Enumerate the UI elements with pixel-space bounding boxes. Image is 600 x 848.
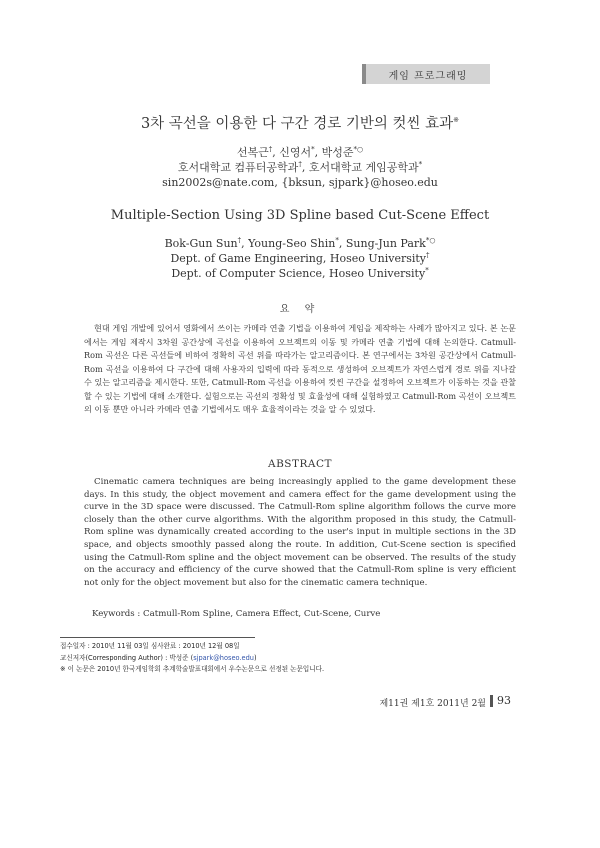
author-name: Bok-Gun Sun bbox=[164, 237, 238, 250]
author-mark: * bbox=[311, 145, 315, 154]
corresponding-label: 교신저자(Corresponding Author) : 박성준 ( bbox=[60, 653, 194, 662]
affiliation: Dept. of Game Engineering, Hoseo University bbox=[170, 252, 427, 265]
affiliation-mark: * bbox=[425, 266, 429, 275]
footnotes bbox=[60, 641, 540, 676]
author-name: 박성준 bbox=[321, 146, 354, 159]
affiliations-korean bbox=[0, 160, 600, 175]
footnote-dates: 접수일자 : 2010년 11월 03일 심사완료 : 2010년 12월 08일 bbox=[60, 642, 240, 650]
separator: , bbox=[301, 161, 309, 174]
footnote-note: ※ 이 논문은 2010년 한국게임학회 추계학술발표대회에서 우수논문으로 선정된 논문입니다. bbox=[60, 665, 325, 673]
author-name: Young-Seo Shin bbox=[248, 237, 336, 250]
category-tag-label: 게임 프로그래밍 bbox=[388, 70, 468, 82]
corresponding-email-link[interactable]: sjpark@hoseo.edu bbox=[193, 653, 254, 662]
corresponding-suffix: ) bbox=[253, 653, 257, 662]
page-number: 93 bbox=[497, 694, 511, 707]
keywords-label: Keywords : bbox=[92, 609, 144, 619]
author-mark: * bbox=[335, 236, 339, 245]
footnote-corresponding-author bbox=[60, 653, 540, 665]
author-mark: † bbox=[237, 236, 242, 245]
affiliation: Dept. of Computer Science, Hoseo University bbox=[171, 267, 426, 280]
author-names-english bbox=[0, 236, 600, 251]
author-mark: † bbox=[268, 145, 273, 154]
separator: , bbox=[241, 237, 249, 250]
authors-korean bbox=[0, 145, 600, 190]
title-korean bbox=[0, 112, 600, 133]
category-tag bbox=[362, 64, 490, 84]
separator: , bbox=[314, 146, 322, 159]
affiliation-english-2 bbox=[0, 266, 600, 281]
affiliation-mark: * bbox=[418, 160, 423, 169]
author-name: 신영서 bbox=[279, 146, 312, 159]
separator: , bbox=[272, 146, 280, 159]
title-korean-text: 3차 곡선을 이용한 다 구간 경로 기반의 컷씬 효과 bbox=[140, 116, 454, 132]
affiliation-mark: † bbox=[298, 160, 302, 169]
title-english: Multiple-Section Using 3D Spline based Cut-Scene Effect bbox=[110, 208, 490, 223]
authors-english bbox=[0, 236, 600, 281]
author-mark: *○ bbox=[353, 145, 364, 154]
author-name: 선복근 bbox=[236, 146, 269, 159]
affiliation-mark: † bbox=[426, 251, 430, 260]
abstract-korean-heading: 요 약 bbox=[279, 304, 321, 315]
affiliation-english-1 bbox=[0, 251, 600, 266]
title-korean-mark: ※ bbox=[453, 116, 460, 125]
keywords-list: Catmull-Rom Spline, Camera Effect, Cut-Scene, Curve bbox=[143, 609, 381, 619]
abstract-english-text: Cinematic camera techniques are being increasingly applied to the game development these days. In this study, the object movement and camera effect for the game development using the curve in the 3D space were discussed. The Catmull-Rom spline algorithm follows the curve more closely than the other curve algorithms. With the algorithm proposed in this study, the Catmull-Rom spline was dynamically created according to the user's input in multiple sections in the 3D space, and objects smoothly passed along the route. In addition, Cut-Scene section is specified using the Catmull-Rom spline and the object movement can be observed. The results of the study on the accuracy and efficiency of the curve showed that the Catmull-Rom spline is very efficient not only for the object movement but also for the cinematic camera technique. bbox=[84, 477, 516, 588]
author-emails: sin2002s@nate.com, {bksun, sjpark}@hoseo.edu bbox=[162, 176, 438, 189]
abstract-english-heading: ABSTRACT bbox=[267, 458, 333, 470]
keywords bbox=[92, 609, 522, 619]
author-name: Sung-Jun Park bbox=[345, 237, 426, 250]
page-number-divider bbox=[490, 695, 493, 707]
affiliation: 호서대학교 컴퓨터공학과 bbox=[177, 161, 299, 174]
author-mark: *○ bbox=[425, 236, 436, 245]
abstract-korean-text: 현대 게임 개발에 있어서 영화에서 쓰이는 카메라 연출 기법을 이용하여 게임을 제작하는 사례가 많아지고 있다. 본 논문에서는 게임 제작시 3차원 공간상에 곡선을 이용하여 오브젝트의 이동 및 카메라 연출 기법에 대해 논의한다. Catmull-Rom 곡선은 다른 곡선들에 비하여 정확히 곡선 위를 따라가는 알고리즘이다. 본 연구에서는 3차원 공간상에서 Catmull-Rom 곡선을 이용하여 다 구간에 대해 사용자의 입력에 따라 동적으로 생성하여 오브젝트가 자연스럽게 경로 위를 지나갈 수 있는 알고리즘을 제시한다. 또한, Catmull-Rom 곡선을 이용하여 컷씬 구간을 설정하여 오브젝트가 이동하는 것을 관찰 할 수 있는 기법에 대해 소개한다. 실험으로는 곡선의 정확성 및 효율성에 대해 실험하였고 Catmull-Rom 곡선이 오브젝트의 이동 뿐만 아니라 카메라 연출 기법에서도 매우 효율적이라는 것을 알 수 있었다. bbox=[84, 323, 516, 414]
footnote-divider bbox=[60, 637, 255, 638]
separator: , bbox=[338, 237, 346, 250]
journal-issue: 제11권 제1호 2011년 2월 bbox=[379, 699, 486, 709]
author-names-korean bbox=[0, 145, 600, 160]
affiliation: 호서대학교 게임공학과 bbox=[308, 161, 419, 174]
